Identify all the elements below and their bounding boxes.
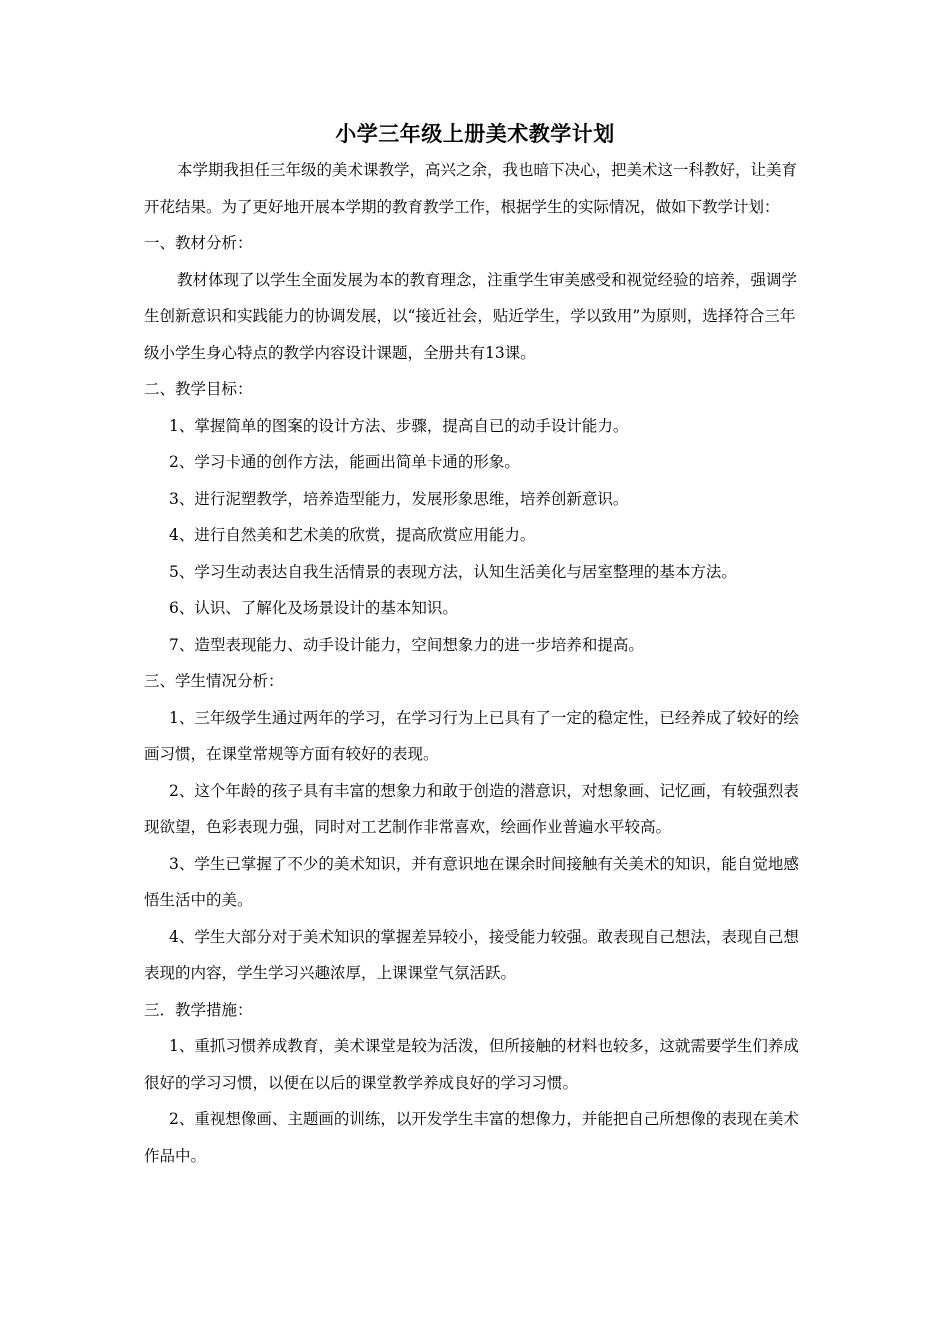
goals-list bbox=[144, 408, 808, 664]
section-heading-measures: 三．教学措施： bbox=[144, 1000, 253, 1019]
section-heading-goals: 二、教学目标： bbox=[144, 380, 253, 398]
goal-item: 6、认识、了解化及场景设计的基本知识。 bbox=[169, 599, 458, 617]
student-analysis-item: 1、三年级学生通过两年的学习，在学习行为上已具有了一定的稳定性，已经养成了较好的绘画习惯，在课堂常规等方面有较好的表现。 bbox=[144, 708, 799, 763]
section-heading-students: 三、学生情况分析： bbox=[144, 672, 284, 690]
goal-item: 1、掌握简单的图案的设计方法、步骤，提高自已的动手设计能力。 bbox=[169, 416, 629, 435]
page-title: 小学三年级上册美术教学计划 bbox=[335, 122, 615, 146]
measure-item: 2、重视想像画、主题画的训练，以开发学生丰富的想像力，并能把自己所想像的表现在美术作品中。 bbox=[144, 1110, 799, 1165]
measures-list bbox=[144, 1028, 808, 1174]
student-analysis-item: 3、学生已掌握了不少的美术知识，并有意识地在课余时间接触有关美术的知识，能自觉地感悟生活中的美。 bbox=[144, 854, 799, 909]
measure-item: 1、重抓习惯养成教育，美术课堂是较为活泼，但所接触的材料也较多，这就需要学生们养成很好的学习习惯，以便在以后的课堂教学养成良好的学习习惯。 bbox=[144, 1037, 799, 1092]
goal-item: 7、造型表现能力、动手设计能力，空间想象力的进一步培养和提高。 bbox=[169, 635, 644, 654]
students-list bbox=[144, 700, 808, 992]
student-analysis-item: 4、学生大部分对于美术知识的掌握差异较小，接受能力较强。敢表现自己想法，表现自己想表现的内容，学生学习兴趣浓厚，上课课堂气氛活跃。 bbox=[144, 927, 799, 982]
student-analysis-item: 2、这个年龄的孩子具有丰富的想象力和敢于创造的潜意识，对想象画、记忆画，有较强烈表现欲望，色彩表现力强，同时对工艺制作非常喜欢，绘画作业普遍水平较高。 bbox=[144, 781, 799, 836]
goal-item: 3、进行泥塑教学，培养造型能力，发展形象思维，培养创新意识。 bbox=[169, 489, 629, 508]
section-heading-textbook: 一、教材分析： bbox=[144, 234, 253, 252]
goal-item: 4、进行自然美和艺术美的欣赏，提高欣赏应用能力。 bbox=[169, 526, 536, 544]
goal-item: 5、学习生动表达自我生活情景的表现方法，认知生活美化与居室整理的基本方法。 bbox=[169, 562, 737, 581]
intro-paragraph: 本学期我担任三年级的美术课教学，高兴之余，我也暗下决心，把美术这一科教好，让美育开花结果。为了更好地开展本学期的教育教学工作，根据学生的实际情况，做如下教学计划： bbox=[144, 161, 798, 216]
goal-item: 2、学习卡通的创作方法，能画出简单卡通的形象。 bbox=[169, 453, 520, 471]
textbook-paragraph: 教材体现了以学生全面发展为本的教育理念，注重学生审美感受和视觉经验的培养，强调学生创新意识和实践能力的协调发展，以“接近社会，贴近学生，学以致用”为原则，选择符合三年级小学生身心特点的教学内容设计课题，全册共有13课。 bbox=[144, 270, 798, 362]
document-body bbox=[144, 152, 808, 1174]
